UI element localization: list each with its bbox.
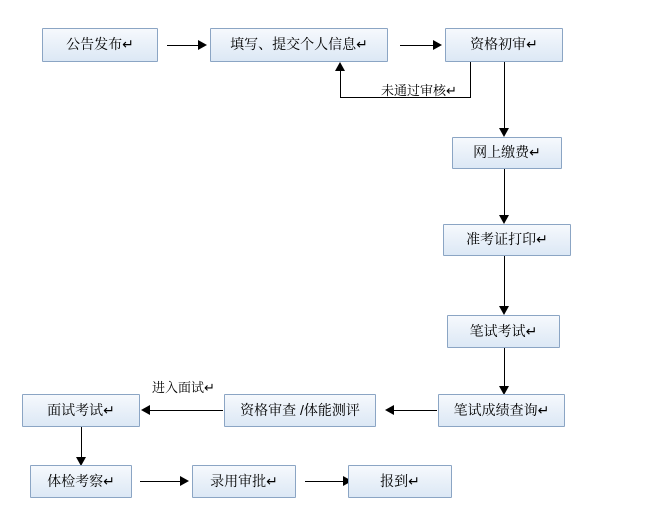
node-print-ticket[interactable]: 准考证打印↵ xyxy=(443,224,571,256)
edge-announce-to-fill xyxy=(167,45,200,46)
edge-review-feedback-up xyxy=(340,70,341,98)
edge-qual-to-interview xyxy=(147,410,223,411)
edge-review-feedback-down xyxy=(470,62,471,98)
arrowhead-announce-to-fill xyxy=(198,40,207,50)
node-fill-info[interactable]: 填写、提交个人信息↵ xyxy=(210,28,388,62)
edge-label-not-passed: 未通过审核↵ xyxy=(381,83,457,98)
arrowhead-fill-to-review xyxy=(433,40,442,50)
edge-review-to-pay xyxy=(504,62,505,132)
edge-approval-to-report xyxy=(305,481,345,482)
edge-fill-to-review xyxy=(400,45,435,46)
arrowhead-score-to-qual xyxy=(385,405,394,415)
node-written-exam[interactable]: 笔试考试↵ xyxy=(447,315,560,348)
edge-label-to-interview: 进入面试↵ xyxy=(152,380,215,395)
node-report[interactable]: 报到↵ xyxy=(348,465,452,498)
arrowhead-ticket-to-exam xyxy=(499,306,509,315)
node-interview[interactable]: 面试考试↵ xyxy=(22,394,140,427)
edge-interview-to-medical xyxy=(81,427,82,461)
arrowhead-qual-to-interview xyxy=(141,405,150,415)
node-online-pay[interactable]: 网上缴费↵ xyxy=(452,137,562,169)
edge-exam-to-score xyxy=(504,348,505,390)
edge-score-to-qual xyxy=(387,410,437,411)
arrowhead-feedback-to-fill xyxy=(335,62,345,71)
node-approval[interactable]: 录用审批↵ xyxy=(192,465,296,498)
arrowhead-medical-to-approval xyxy=(180,476,189,486)
node-medical[interactable]: 体检考察↵ xyxy=(30,465,132,498)
node-score-query[interactable]: 笔试成绩查询↵ xyxy=(438,394,565,427)
node-first-review[interactable]: 资格初审↵ xyxy=(445,28,563,62)
edge-ticket-to-exam xyxy=(504,256,505,310)
edge-pay-to-ticket xyxy=(504,169,505,219)
arrowhead-pay-to-ticket xyxy=(499,215,509,224)
node-qual-fitness[interactable]: 资格审查 /体能测评 xyxy=(224,394,376,427)
node-announce[interactable]: 公告发布↵ xyxy=(42,28,158,62)
edge-medical-to-approval xyxy=(140,481,182,482)
arrowhead-review-to-pay xyxy=(499,128,509,137)
